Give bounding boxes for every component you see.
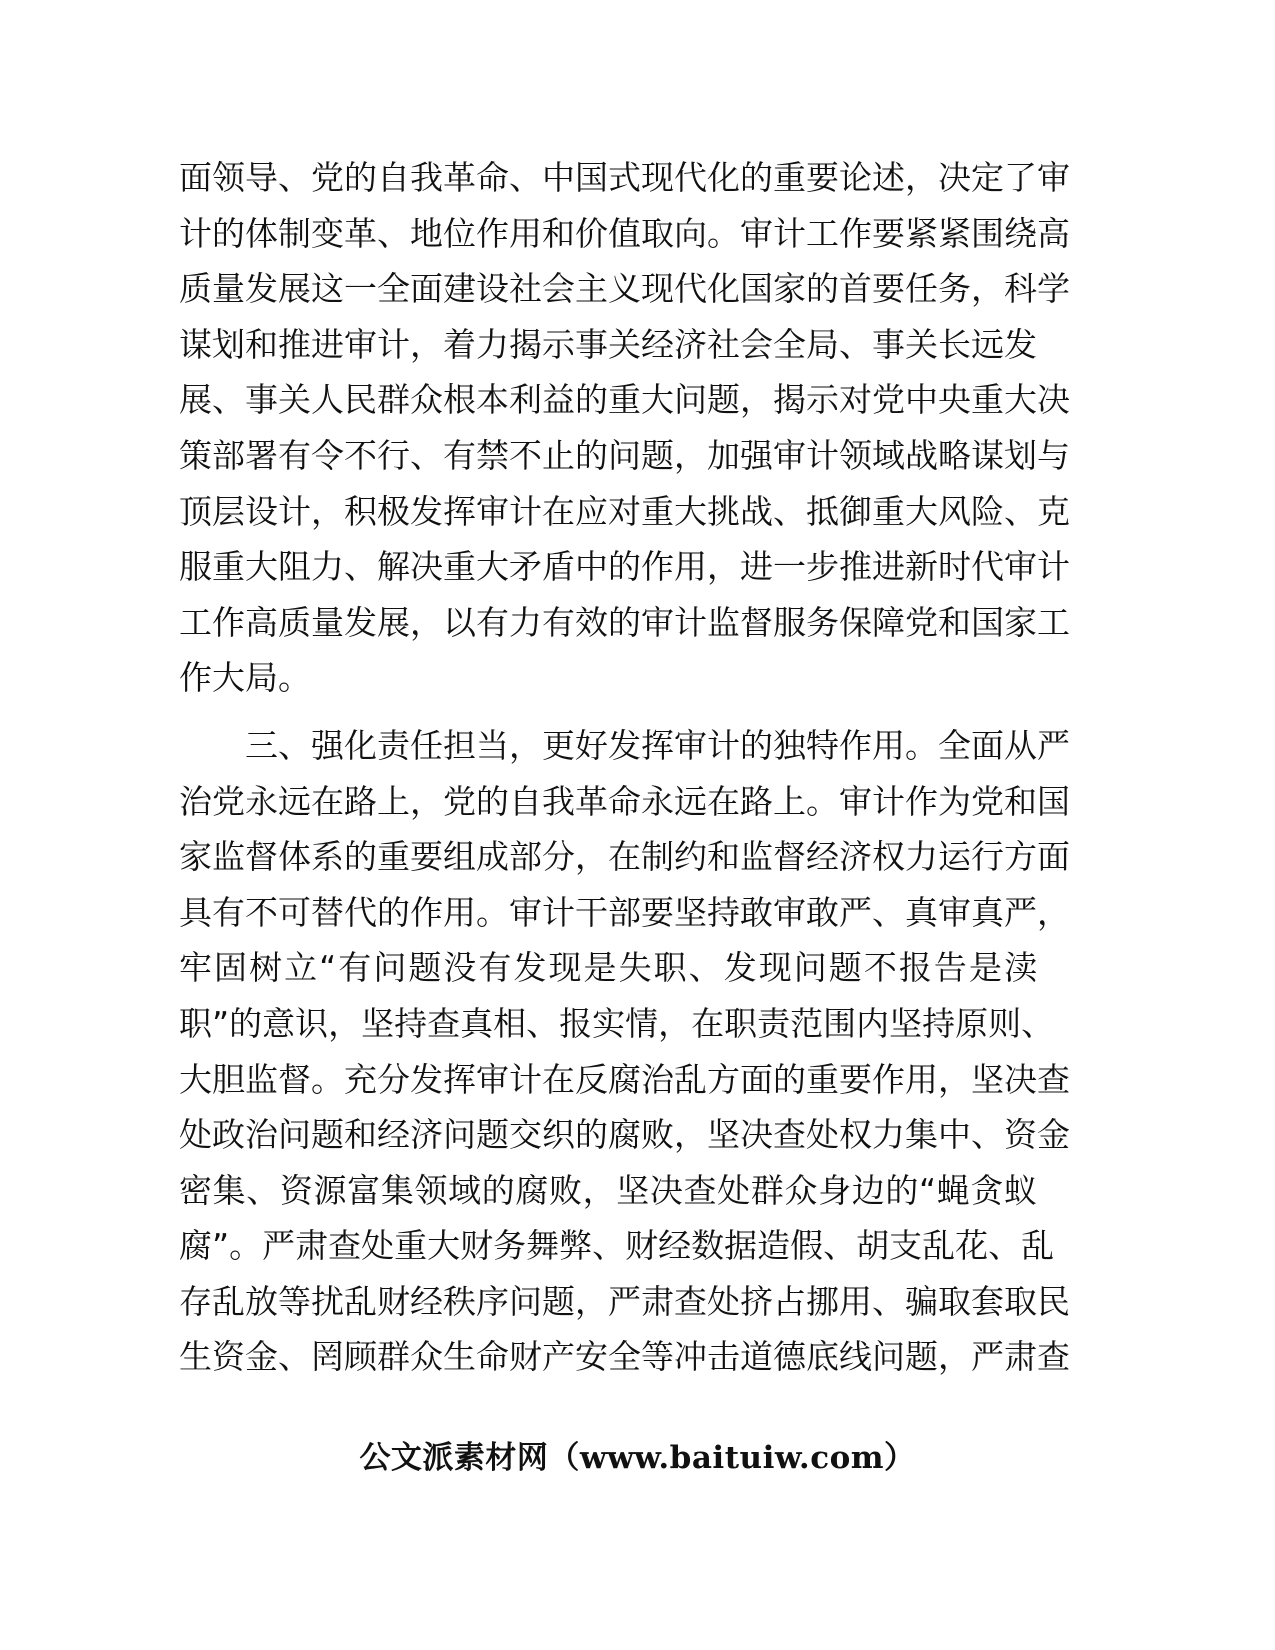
paragraph-1 [179,150,1070,706]
text-line: 顶层设计，积极发挥审计在应对重大挑战、抵御重大风险、克 [179,491,1070,531]
text-line: 牢固树立“有问题没有发现是失职、发现问题不报告是渎 [179,948,1037,988]
text-line: 质量发展这一全面建设社会主义现代化国家的首要任务，科学 [179,269,1070,309]
text-line: 谋划和推进审计，着力揭示事关经济社会全局、事关长远发 [179,324,1037,364]
text-line: 处政治问题和经济问题交织的腐败，坚决查处权力集中、资金 [179,1115,1070,1155]
text-line: 具有不可替代的作用。审计干部要坚持敢审敢严、真审真严， [179,892,1070,932]
text-line: 三、强化责任担当，更好发挥审计的独特作用。全面从严 [245,725,1070,765]
text-line: 作大局。 [179,658,311,698]
text-line: 存乱放等扰乱财经秩序问题，严肃查处挤占挪用、骗取套取民 [179,1281,1070,1321]
text-line: 展、事关人民群众根本利益的重大问题，揭示对党中央重大决 [179,380,1070,420]
text-line: 家监督体系的重要组成部分，在制约和监督经济权力运行方面 [179,837,1070,877]
paragraph-spacer [179,706,1037,718]
text-line: 大胆监督。充分发挥审计在反腐治乱方面的重要作用，坚决查 [179,1059,1070,1099]
text-line: 腐”。严肃查处重大财务舞弊、财经数据造假、胡支乱花、乱 [179,1226,1055,1266]
text-line: 服重大阻力、解决重大矛盾中的作用，进一步推进新时代审计 [179,547,1070,587]
document-body [179,150,1070,1385]
page-footer-watermark: 公文派素材网（www.baituiw.com） [359,1440,916,1476]
text-line: 计的体制变革、地位作用和价值取向。审计工作要紧紧围绕高 [179,213,1070,253]
text-line: 工作高质量发展，以有力有效的审计监督服务保障党和国家工 [179,602,1070,642]
paragraph-2 [179,718,1070,1385]
text-line: 面领导、党的自我革命、中国式现代化的重要论述，决定了审 [179,158,1070,197]
text-line: 策部署有令不行、有禁不止的问题，加强审计领域战略谋划与 [179,435,1070,475]
text-line: 生资金、罔顾群众生命财产安全等冲击道德底线问题，严肃查 [179,1337,1070,1377]
text-line: 职”的意识，坚持查真相、报实情，在职责范围内坚持原则、 [179,1003,1055,1043]
text-line: 治党永远在路上，党的自我革命永远在路上。审计作为党和国 [179,781,1070,821]
text-line: 密集、资源富集领域的腐败，坚决查处群众身边的“蝇贪蚁 [179,1170,1037,1210]
